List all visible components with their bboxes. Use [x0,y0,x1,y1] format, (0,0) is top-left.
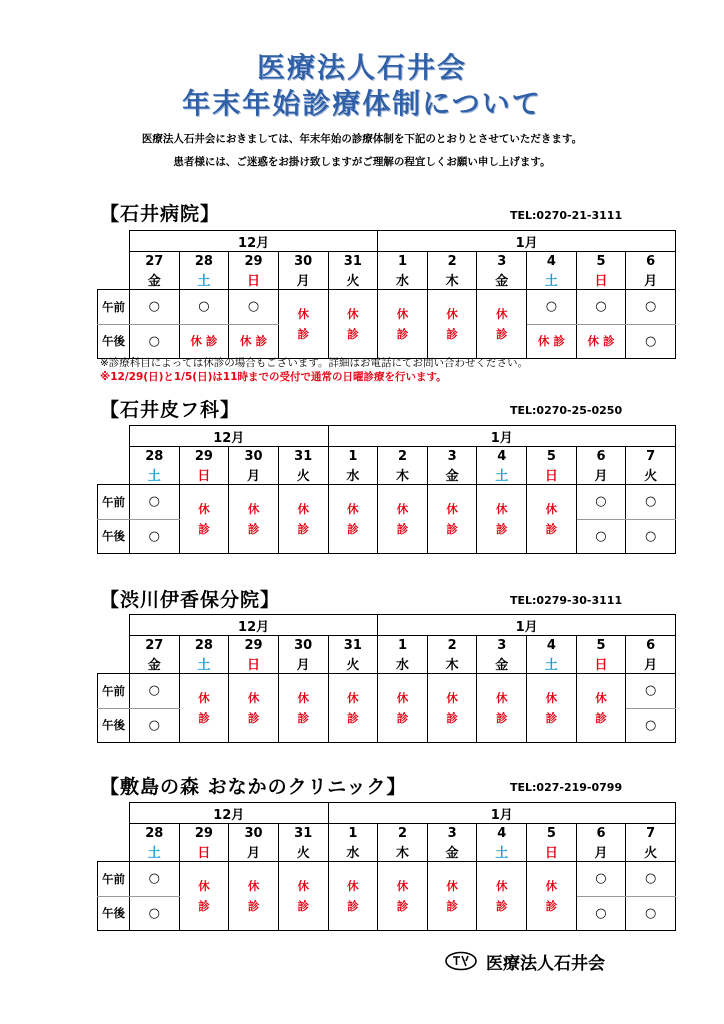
day-number: 4 [527,252,577,271]
weekday: 日 [229,270,279,290]
status-open-pm: ○ [626,708,676,743]
status-open-am: ○ [576,290,626,325]
status-closed-pm: 診 [477,708,527,743]
status-closed-am: 休 [179,485,229,520]
status-closed-am: 休 [527,862,577,897]
day-number: 3 [427,824,477,843]
status-closed-pm: 休 診 [229,324,279,359]
day-number: 1 [378,636,428,655]
day-number: 30 [278,636,328,655]
status-closed-pm: 診 [477,896,527,931]
day-number: 1 [328,447,378,466]
footer-org-name: 医療法人石井会 [486,954,605,974]
status-closed-pm: 診 [477,519,527,554]
note-departments: ※診療科目によっては休診の場合もございます。詳細はお電話にてお問い合わせください。 [100,357,528,369]
status-open-am: ○ [229,290,279,325]
ishii-logo-icon [444,951,478,977]
weekday: 月 [626,654,676,674]
weekday: 月 [626,270,676,290]
status-closed-pm: 診 [328,708,378,743]
day-number: 28 [130,824,180,843]
status-closed-am: 休 [328,674,378,709]
weekday: 火 [328,654,378,674]
weekday: 土 [130,465,180,485]
status-open-am: ○ [130,862,180,897]
weekday: 土 [179,270,229,290]
note-sunday-hours: ※12/29(日)と1/5(日)は11時までの受付で通常の日曜診療を行います。 [100,371,447,383]
weekday: 火 [278,465,328,485]
day-number: 5 [576,252,626,271]
row-label-am: 午前 [98,674,130,709]
status-closed-pm: 診 [576,708,626,743]
day-number: 3 [427,447,477,466]
status-closed-am: 休 [278,862,328,897]
day-number: 29 [229,636,279,655]
weekday: 金 [427,842,477,862]
status-closed-pm: 診 [527,708,577,743]
weekday: 日 [179,842,229,862]
status-closed-pm: 診 [229,896,279,931]
status-closed-am: 休 [477,290,527,325]
day-number: 6 [626,252,676,271]
weekday: 月 [576,465,626,485]
status-closed-pm: 診 [229,708,279,743]
page-title: 医療法人石井会 [256,51,467,84]
status-open-pm: ○ [626,324,676,359]
status-closed-am: 休 [179,862,229,897]
weekday: 日 [576,654,626,674]
schedule-table-shibukawa-ikaho [97,614,676,743]
clinic-name-shikishima-onaka: 【敷島の森 おなかのクリニック】 [100,776,407,798]
day-number: 4 [477,447,527,466]
status-closed-am: 休 [328,862,378,897]
weekday: 月 [278,270,328,290]
schedule-table-ishii-dermatology [97,425,676,554]
row-label-am: 午前 [98,862,130,897]
weekday: 月 [229,465,279,485]
status-closed-pm: 診 [179,708,229,743]
status-closed-pm: 診 [278,896,328,931]
status-closed-am: 休 [477,862,527,897]
weekday: 木 [427,654,477,674]
day-number: 4 [477,824,527,843]
status-closed-pm: 休 診 [179,324,229,359]
status-closed-am: 休 [278,674,328,709]
status-closed-am: 休 [378,290,428,325]
weekday: 金 [477,270,527,290]
clinic-tel-shikishima-onaka: TEL:027-219-0799 [510,781,623,794]
row-label-pm: 午後 [98,708,130,743]
day-number: 6 [576,824,626,843]
status-open-pm: ○ [130,519,180,554]
day-number: 28 [179,636,229,655]
day-number: 29 [179,824,229,843]
clinic-name-ishii-hospital: 【石井病院】 [100,203,221,225]
clinic-tel-shibukawa-ikaho: TEL:0279-30-3111 [510,594,623,607]
status-closed-am: 休 [477,674,527,709]
status-closed-am: 休 [378,485,428,520]
weekday: 水 [378,270,428,290]
status-closed-am: 休 [427,485,477,520]
status-closed-pm: 診 [427,519,477,554]
status-open-am: ○ [626,485,676,520]
day-number: 3 [477,636,527,655]
status-closed-am: 休 [527,674,577,709]
status-closed-pm: 診 [328,896,378,931]
weekday: 日 [179,465,229,485]
day-number: 6 [576,447,626,466]
weekday: 月 [576,842,626,862]
status-open-pm: ○ [626,519,676,554]
status-closed-pm: 診 [278,519,328,554]
status-closed-am: 休 [278,485,328,520]
status-closed-pm: 診 [328,324,378,359]
row-label-pm: 午後 [98,519,130,554]
month-header: 1月 [328,426,675,447]
status-open-am: ○ [130,485,180,520]
weekday: 火 [626,842,676,862]
weekday: 金 [130,654,180,674]
month-header: 1月 [378,231,676,252]
status-open-am: ○ [576,862,626,897]
weekday: 金 [130,270,180,290]
status-open-am: ○ [626,290,676,325]
status-closed-am: 休 [427,290,477,325]
status-closed-pm: 診 [328,519,378,554]
day-number: 1 [328,824,378,843]
status-closed-am: 休 [477,485,527,520]
weekday: 土 [179,654,229,674]
weekday: 土 [527,654,577,674]
status-open-pm: ○ [130,708,180,743]
weekday: 火 [328,270,378,290]
weekday: 土 [527,270,577,290]
weekday: 土 [477,465,527,485]
day-number: 7 [626,447,676,466]
weekday: 土 [130,842,180,862]
status-closed-am: 休 [229,862,279,897]
day-number: 28 [179,252,229,271]
status-closed-pm: 診 [378,324,428,359]
page-subtitle: 年末年始診療体制について [182,87,542,120]
row-label-am: 午前 [98,485,130,520]
status-open-pm: ○ [626,896,676,931]
status-open-pm: ○ [130,896,180,931]
status-open-pm: ○ [576,896,626,931]
status-closed-pm: 診 [477,324,527,359]
status-closed-am: 休 [278,290,328,325]
status-closed-pm: 診 [427,896,477,931]
status-closed-pm: 診 [278,708,328,743]
status-closed-pm: 診 [179,519,229,554]
day-number: 2 [378,447,428,466]
day-number: 31 [278,447,328,466]
day-number: 5 [527,447,577,466]
intro-line-1: 医療法人石井会におきましては、年末年始の診療体制を下記のとおりとさせていただきます。 [141,133,583,145]
month-header: 12月 [130,615,378,636]
month-header: 12月 [130,803,329,824]
status-closed-pm: 診 [229,519,279,554]
status-closed-am: 休 [378,862,428,897]
weekday: 火 [278,842,328,862]
weekday: 月 [278,654,328,674]
status-open-am: ○ [130,674,180,709]
status-closed-pm: 診 [378,708,428,743]
day-number: 30 [278,252,328,271]
weekday: 土 [477,842,527,862]
weekday: 日 [229,654,279,674]
status-closed-am: 休 [427,674,477,709]
status-closed-pm: 診 [378,519,428,554]
row-label-am: 午前 [98,290,130,325]
status-open-am: ○ [130,290,180,325]
status-open-pm: ○ [130,324,180,359]
status-open-am: ○ [179,290,229,325]
month-header: 1月 [328,803,675,824]
weekday: 日 [527,465,577,485]
day-number: 5 [527,824,577,843]
clinic-tel-ishii-hospital: TEL:0270-21-3111 [510,209,623,222]
day-number: 7 [626,824,676,843]
day-number: 29 [229,252,279,271]
weekday: 金 [427,465,477,485]
status-closed-am: 休 [427,862,477,897]
day-number: 1 [378,252,428,271]
day-number: 5 [576,636,626,655]
status-open-am: ○ [626,674,676,709]
status-closed-am: 休 [527,485,577,520]
day-number: 2 [378,824,428,843]
status-closed-am: 休 [229,674,279,709]
weekday: 水 [328,465,378,485]
weekday: 日 [527,842,577,862]
status-closed-pm: 診 [527,896,577,931]
footer-signature [444,951,605,977]
weekday: 木 [427,270,477,290]
day-number: 2 [427,636,477,655]
weekday: 水 [378,654,428,674]
status-closed-pm: 休 診 [527,324,577,359]
day-number: 6 [626,636,676,655]
weekday: 木 [378,842,428,862]
status-closed-am: 休 [328,290,378,325]
status-closed-am: 休 [378,674,428,709]
month-header: 12月 [130,231,378,252]
month-header: 1月 [378,615,676,636]
status-closed-pm: 診 [378,896,428,931]
status-closed-pm: 診 [427,708,477,743]
day-number: 4 [527,636,577,655]
status-closed-am: 休 [179,674,229,709]
status-closed-am: 休 [229,485,279,520]
day-number: 30 [229,447,279,466]
day-number: 31 [328,252,378,271]
status-closed-pm: 休 診 [576,324,626,359]
status-closed-am: 休 [576,674,626,709]
day-number: 29 [179,447,229,466]
status-open-pm: ○ [576,519,626,554]
day-number: 2 [427,252,477,271]
month-header: 12月 [130,426,329,447]
status-open-am: ○ [576,485,626,520]
intro-line-2: 患者様には、ご迷惑をお掛け致しますがご理解の程宜しくお願い申し上げます。 [173,156,551,168]
status-closed-pm: 診 [179,896,229,931]
schedule-table-shikishima-onaka [97,802,676,931]
weekday: 木 [378,465,428,485]
schedule-table-ishii-hospital [97,230,676,359]
day-number: 3 [477,252,527,271]
status-closed-pm: 診 [527,519,577,554]
day-number: 31 [328,636,378,655]
day-number: 27 [130,636,180,655]
weekday: 月 [229,842,279,862]
weekday: 火 [626,465,676,485]
clinic-name-ishii-dermatology: 【石井皮フ科】 [100,399,241,421]
weekday: 金 [477,654,527,674]
day-number: 27 [130,252,180,271]
status-closed-pm: 診 [427,324,477,359]
status-closed-pm: 診 [278,324,328,359]
row-label-pm: 午後 [98,324,130,359]
day-number: 31 [278,824,328,843]
day-number: 30 [229,824,279,843]
status-open-am: ○ [626,862,676,897]
status-closed-am: 休 [328,485,378,520]
day-number: 28 [130,447,180,466]
row-label-pm: 午後 [98,896,130,931]
weekday: 日 [576,270,626,290]
clinic-name-shibukawa-ikaho: 【渋川伊香保分院】 [100,589,281,611]
status-open-am: ○ [527,290,577,325]
clinic-tel-ishii-dermatology: TEL:0270-25-0250 [510,404,623,417]
weekday: 水 [328,842,378,862]
